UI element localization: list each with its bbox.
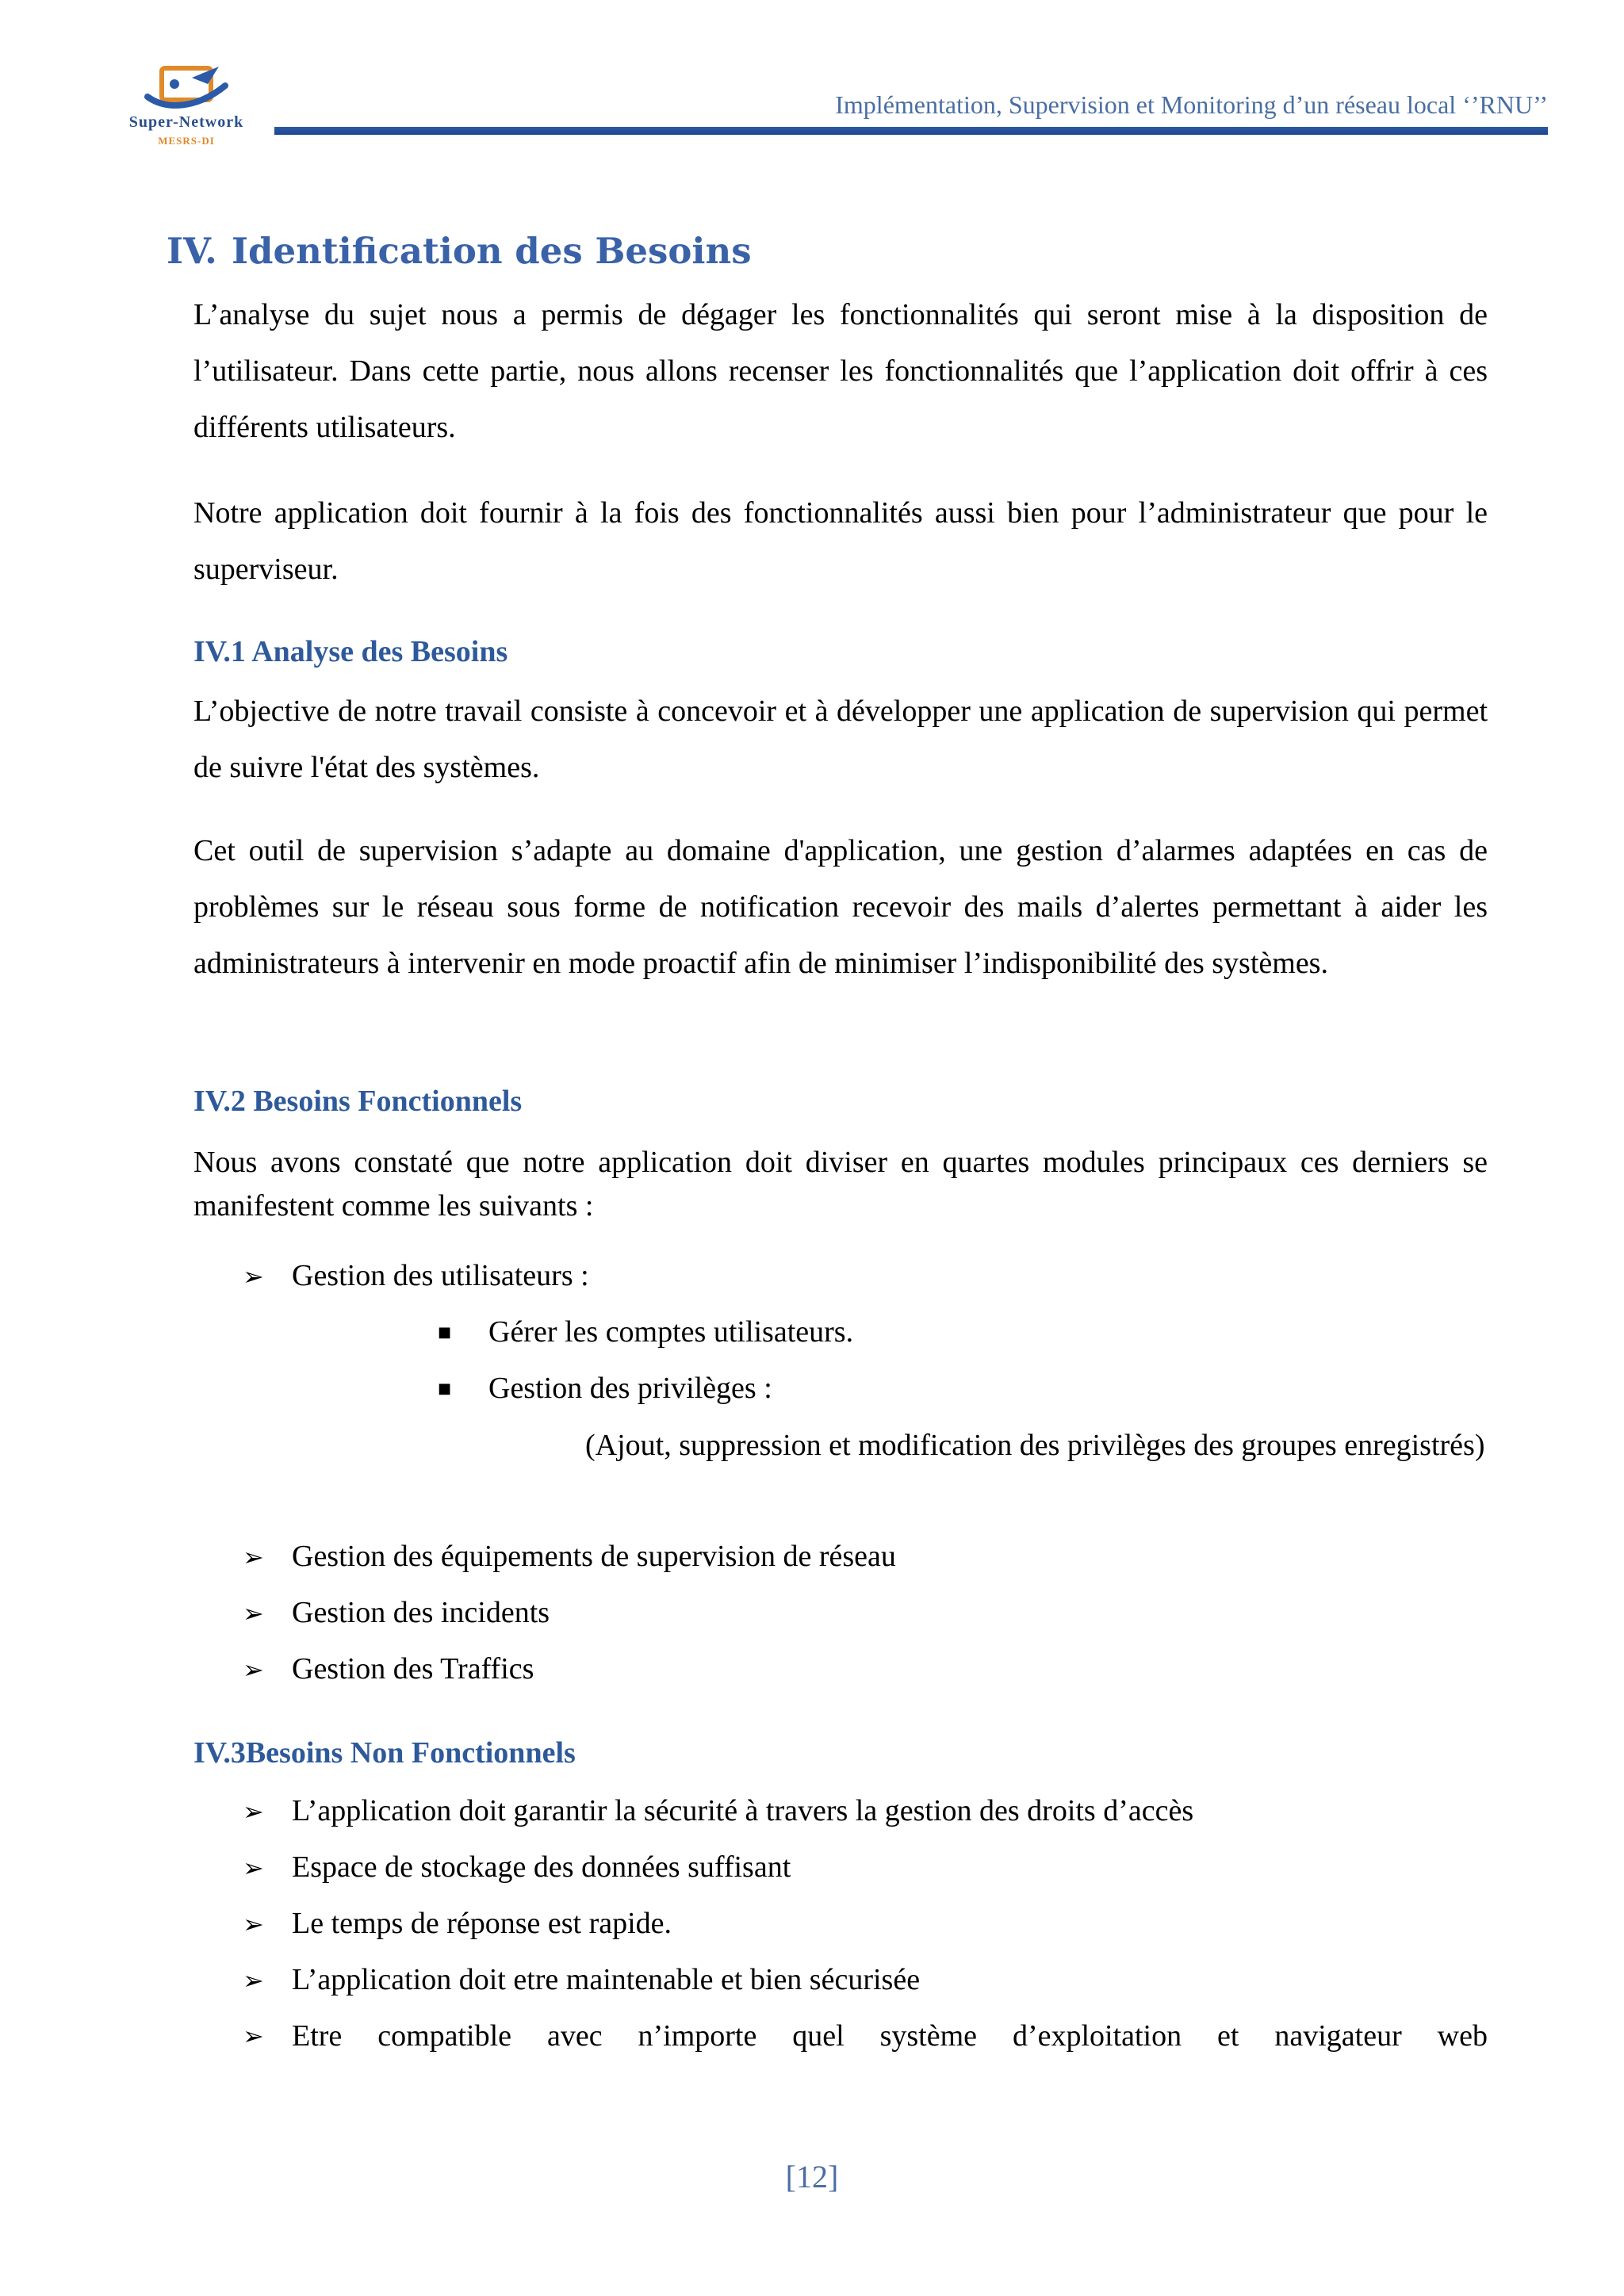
list-item-text: Espace de stockage des données suffisant — [292, 1850, 791, 1884]
fonctionnels-intro: Nous avons constaté que notre application doit diviser en quartes modules principaux ces derniers se manifestent comme les suivants : — [193, 1146, 1488, 1223]
analyse-paragraph-2: Cet outil de supervision s’adapte au domaine d'application, une gestion d’alarmes adaptées en cas de problèmes sur le réseau sous forme de notification recevoir des mails d’alertes permettant à aider les administrateurs à intervenir en mode proactif afin de minimiser l’indisponibilité des systèmes. — [193, 834, 1488, 980]
list-item — [243, 1847, 791, 1888]
list-item — [243, 1904, 672, 1944]
list-item-text: Etre compatible avec n’importe quel système d’exploitation et navigateur web — [292, 2019, 1488, 2053]
network-computer-icon — [143, 62, 230, 111]
list-item — [243, 1256, 589, 1296]
subheading-analyse: IV.1 Analyse des Besoins — [193, 635, 508, 668]
list-item — [243, 1791, 1193, 1831]
list-item — [243, 1536, 896, 1577]
subheading-non-fonctionnels: IV.3Besoins Non Fonctionnels — [193, 1736, 576, 1770]
sub-list-item — [438, 1368, 772, 1409]
arrow-bullet-icon: ➢ — [243, 1965, 264, 1996]
subheading-fonctionnels: IV.2 Besoins Fonctionnels — [193, 1085, 523, 1118]
arrow-bullet-icon: ➢ — [243, 1598, 264, 1628]
arrow-bullet-icon: ➢ — [243, 1909, 264, 1939]
list-item-text: Le temps de réponse est rapide. — [292, 1907, 672, 1940]
list-item — [243, 1649, 534, 1689]
arrow-bullet-icon: ➢ — [243, 1542, 264, 1572]
list-item-text: Gestion des Traffics — [292, 1652, 534, 1686]
page-number: [12] — [785, 2159, 839, 2195]
list-item-text: Gestion des équipements de supervision de réseau — [292, 1540, 896, 1573]
logo-sub-text: MESRS-DI — [158, 135, 215, 147]
section-number: IV. — [167, 230, 217, 272]
list-item-text: L’application doit garantir la sécurité à travers la gestion des droits d’accès — [292, 1794, 1194, 1827]
arrow-bullet-icon: ➢ — [243, 1655, 264, 1685]
sub-list-item-text: Gérer les comptes utilisateurs. — [488, 1315, 854, 1349]
super-network-logo — [95, 62, 278, 165]
list-item-text: Gestion des incidents — [292, 1596, 550, 1629]
sub-list-item-text: Gestion des privilèges : — [488, 1372, 772, 1405]
list-item — [243, 1960, 920, 2000]
list-item — [243, 1593, 550, 1633]
list-item — [243, 2016, 1488, 2056]
square-bullet-icon: ■ — [438, 1324, 452, 1341]
arrow-bullet-icon: ➢ — [243, 1853, 264, 1883]
intro-paragraph-1: L’analyse du sujet nous a permis de dégager les fonctionnalités qui seront mise à la disposition de l’utilisateur. Dans cette partie, nous allons recenser les fonctionnalités que l’application doit offrir à ces différents utilisateurs. — [193, 298, 1488, 444]
section-title-text: Identification des Besoins — [232, 230, 752, 272]
privileges-detail: (Ajout, suppression et modification des privilèges des groupes enregistrés) — [585, 1429, 1485, 1462]
list-item-text: L’application doit etre maintenable et bien sécurisée — [292, 1963, 921, 1996]
header-rule — [274, 127, 1548, 135]
arrow-bullet-icon: ➢ — [243, 1797, 264, 1827]
list-item-text: Gestion des utilisateurs : — [292, 1259, 589, 1292]
arrow-bullet-icon: ➢ — [243, 1261, 264, 1292]
square-bullet-icon: ■ — [438, 1380, 452, 1397]
analyse-paragraph-1: L’objective de notre travail consiste à concevoir et à développer une application de supervision qui permet de suivre l'état des systèmes. — [193, 695, 1488, 784]
sub-list-item — [438, 1312, 853, 1353]
intro-paragraph-2: Notre application doit fournir à la fois des fonctionnalités aussi bien pour l’administrateur que pour le superviseur. — [193, 496, 1488, 586]
header-title: Implémentation, Supervision et Monitoring d’un réseau local ‘’RNU’’ — [835, 90, 1548, 119]
arrow-bullet-icon: ➢ — [243, 2021, 264, 2051]
section-title — [167, 230, 752, 272]
logo-brand-text: Super-Network — [128, 113, 244, 131]
